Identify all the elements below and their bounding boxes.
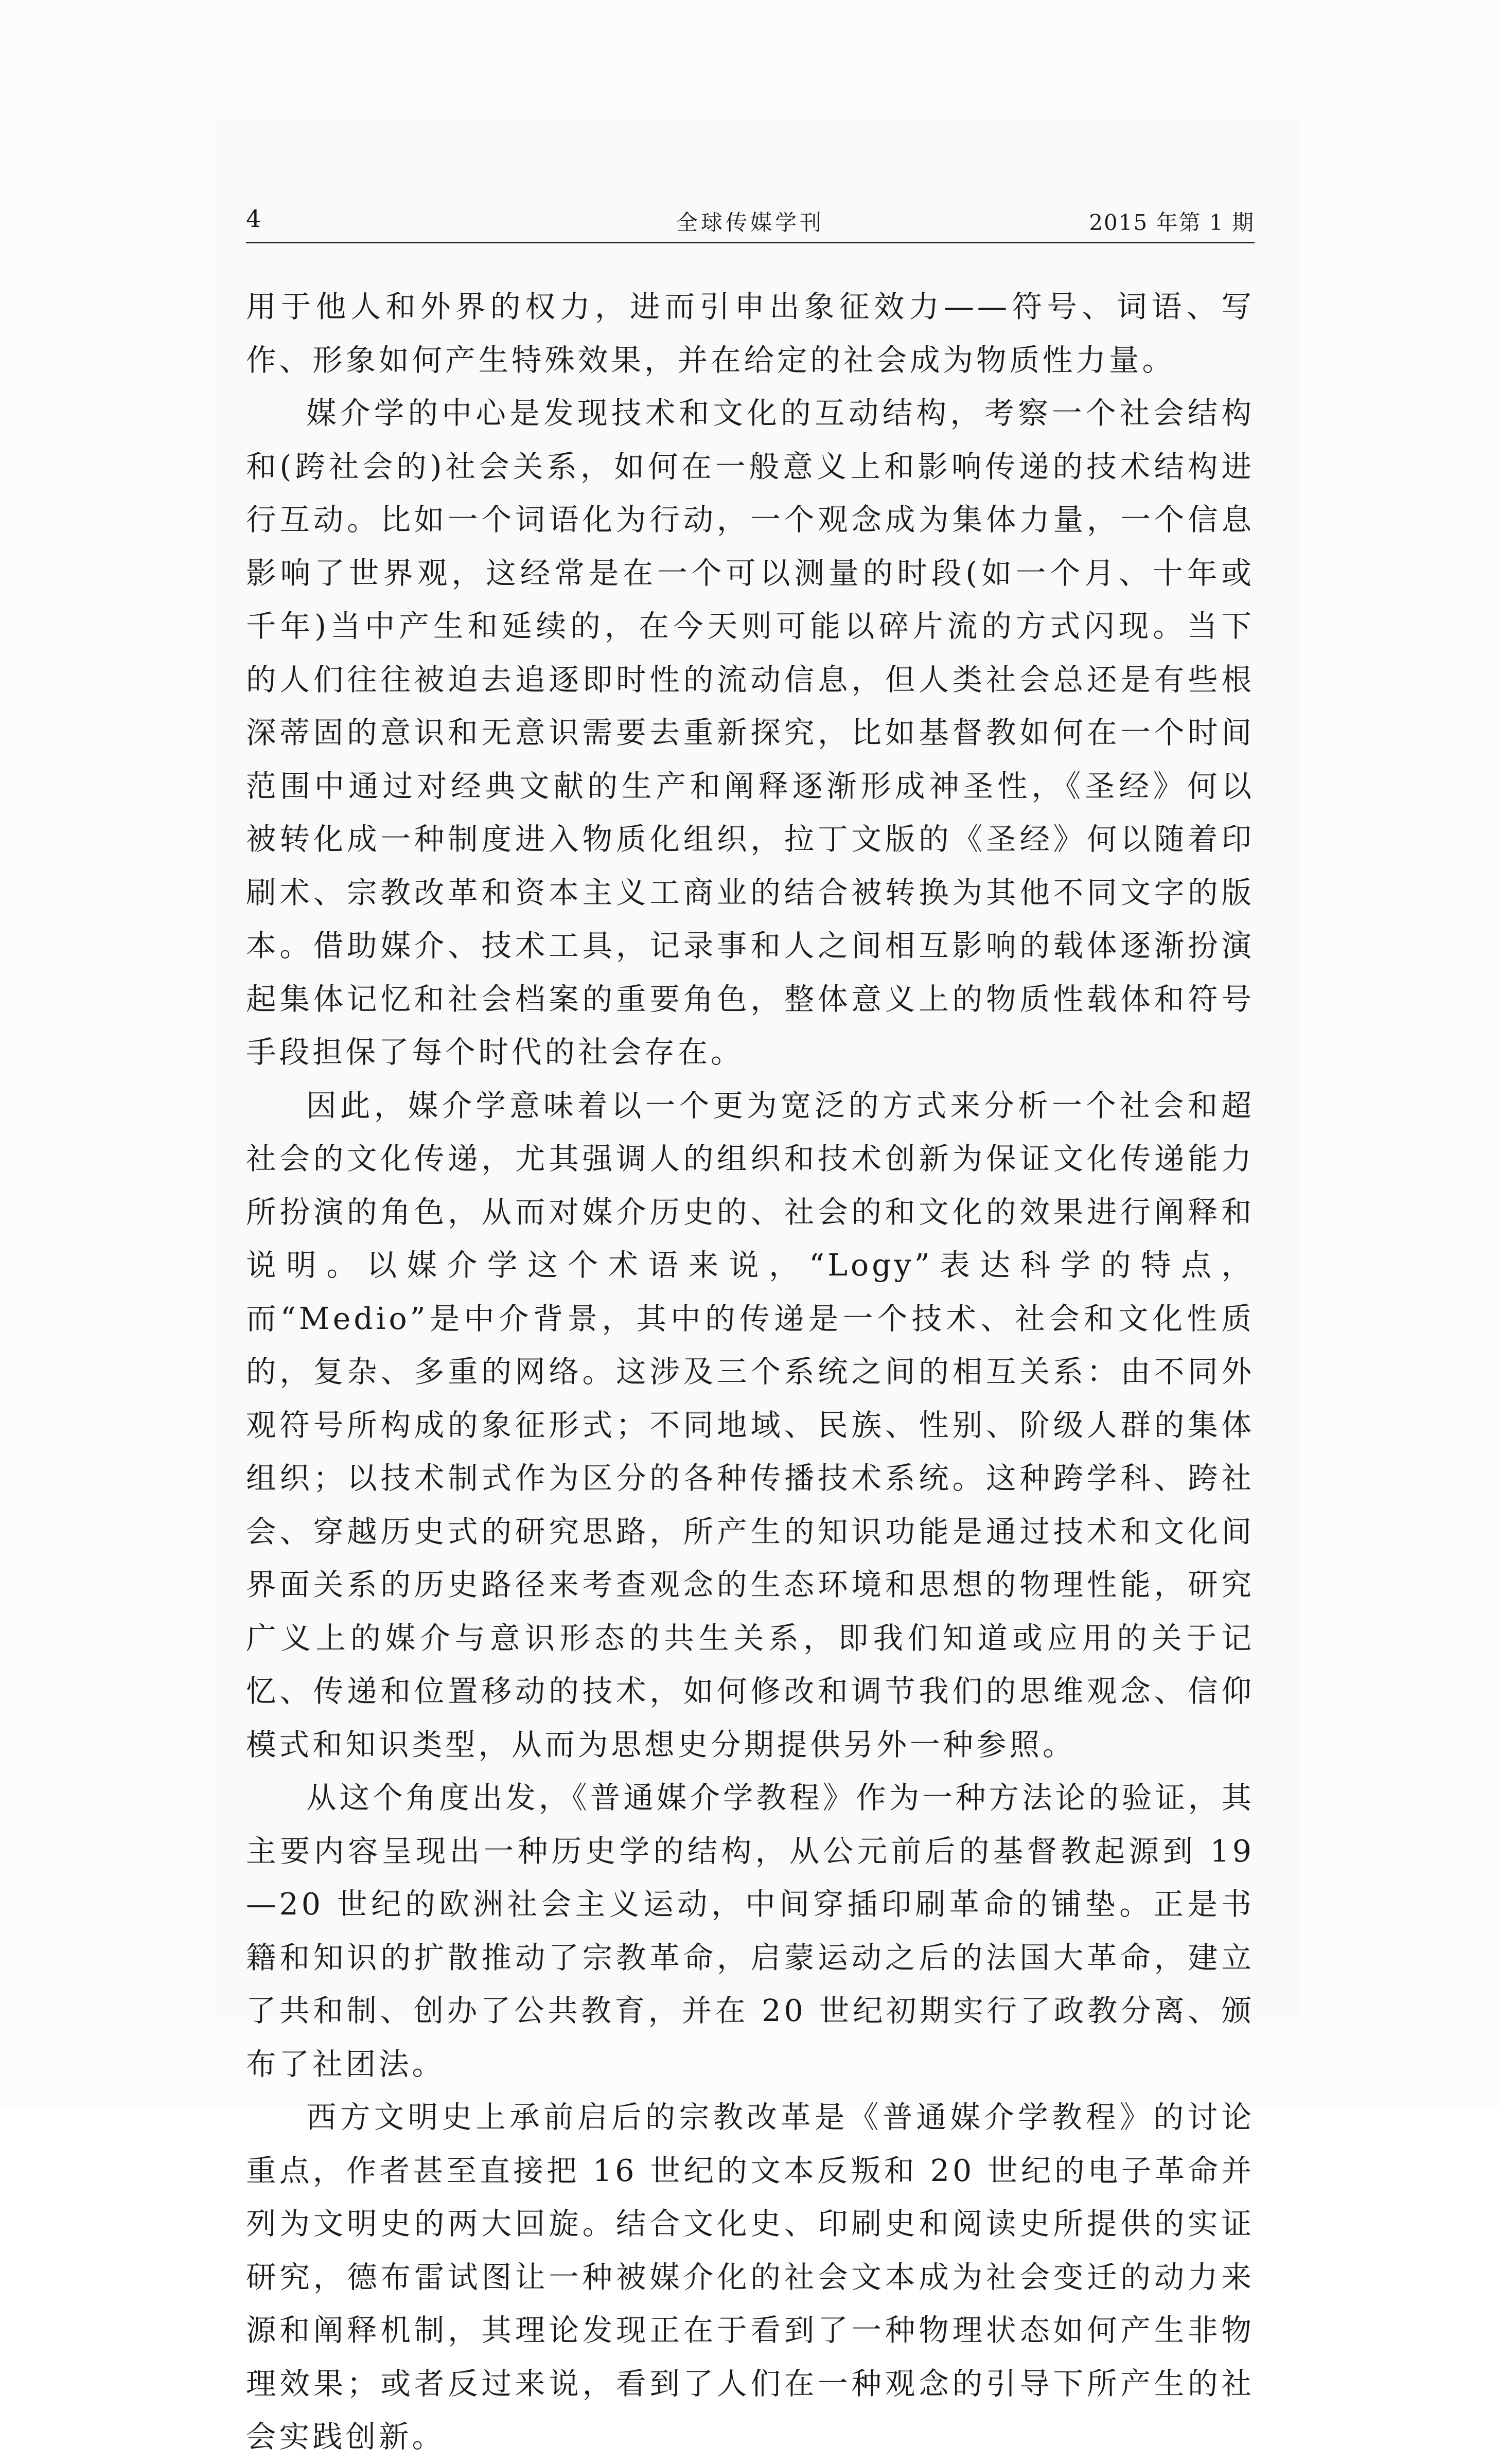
paragraph: 因此，媒介学意味着以一个更为宽泛的方式来分析一个社会和超社会的文化传递，尤其强调人的组织和技术创新为保证文化传递能力所扮演的角色，从而对媒介历史的、社会的和文化的效果进行阐释和说明。以媒介学这个术语来说，“Logy”表达科学的特点，而“Medio”是中介背景，其中的传递是一个技术、社会和文化性质的，复杂、多重的网络。这涉及三个系统之间的相互关系：由不同外观符号所构成的象征形式；不同地域、民族、性别、阶级人群的集体组织；以技术制式作为区分的各种传播技术系统。这种跨学科、跨社会、穿越历史式的研究思路，所产生的知识功能是通过技术和文化间界面关系的历史路径来考查观念的生态环境和思想的物理性能，研究广义上的媒介与意识形态的共生关系，即我们知道或应用的关于记忆、传递和位置移动的技术，如何修改和调节我们的思维观念、信仰模式和知识类型，从而为思想史分期提供另外一种参照。 — [246, 1088, 1255, 1762]
issue-label: 2015 年第 1 期 — [1089, 210, 1255, 235]
paragraph: 西方文明史上承前启后的宗教改革是《普通媒介学教程》的讨论重点，作者甚至直接把 16 世纪的文本反叛和 20 世纪的电子革命并列为文明史的两大回旋。结合文化史、印刷史和阅读史所提供的实证研究，德布雷试图让一种被媒介化的社会文本成为社会变迁的动力来源和阐释机制，其理论发现正在于看到了一种物理状态如何产生非物理效果；或者反过来说，看到了人们在一种观念的引导下所产生的社会实践创新。 — [246, 2100, 1255, 2454]
page-number: 4 — [246, 205, 261, 233]
journal-title: 全球传媒学刊 — [676, 210, 824, 235]
paragraph: 媒介学的中心是发现技术和文化的互动结构，考察一个社会结构和(跨社会的)社会关系，如何在一般意义上和影响传递的技术结构进行互动。比如一个词语化为行动，一个观念成为集体力量，一个信息影响了世界观，这经常是在一个可以测量的时段(如一个月、十年或千年)当中产生和延续的，在今天则可能以碎片流的方式闪现。当下的人们往往被迫去追逐即时性的流动信息，但人类社会总还是有些根深蒂固的意识和无意识需要去重新探究，比如基督教如何在一个时间范围中通过对经典文献的生产和阐释逐渐形成神圣性，《圣经》何以被转化成一种制度进入物质化组织，拉丁文版的《圣经》何以随着印刷术、宗教改革和资本主义工商业的结合被转换为其他不同文字的版本。借助媒介、技术工具，记录事和人之间相互影响的载体逐渐扮演起集体记忆和社会档案的重要角色，整体意义上的物质性载体和符号手段担保了每个时代的社会存在。 — [246, 396, 1255, 1070]
running-header — [246, 205, 1255, 243]
paragraph: 用于他人和外界的权力，进而引申出象征效力——符号、词语、写作、形象如何产生特殊效果，并在给定的社会成为物质性力量。 — [246, 289, 1255, 378]
paragraph: 从这个角度出发，《普通媒介学教程》作为一种方法论的验证，其主要内容呈现出一种历史学的结构，从公元前后的基督教起源到 19—20 世纪的欧洲社会主义运动，中间穿插印刷革命的铺垫。正是书籍和知识的扩散推动了宗教革命，启蒙运动之后的法国大革命，建立了共和制、创办了公共教育，并在 20 世纪初期实行了政教分离、颁布了社团法。 — [246, 1780, 1255, 2082]
article-body — [246, 280, 1255, 2464]
